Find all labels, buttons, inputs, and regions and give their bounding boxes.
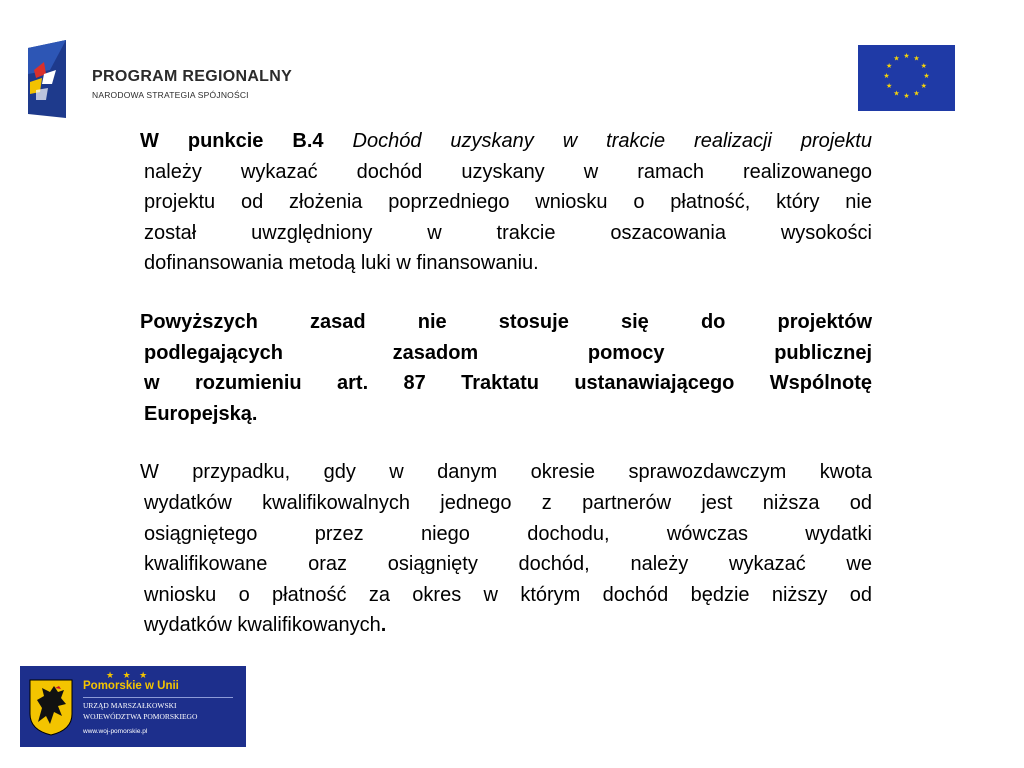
text-fragment: wydatków kwalifikowanych xyxy=(144,614,381,637)
text-line: został uwzględniony w trakcie oszacowania wysokości xyxy=(144,221,872,244)
svg-text:★: ★ xyxy=(913,54,920,63)
paragraph-partner-income xyxy=(120,457,872,641)
text-line: wniosku o płatność za okres w którym dochód będzie niższy od xyxy=(144,583,872,606)
svg-text:★: ★ xyxy=(886,82,893,90)
program-regionalny-logo xyxy=(22,40,332,122)
paragraph-b4 xyxy=(120,126,872,279)
svg-text:★: ★ xyxy=(886,62,893,70)
paragraph-exception xyxy=(120,307,872,429)
website-url: www.woj-pomorskie.pl xyxy=(83,728,148,735)
svg-text:★: ★ xyxy=(893,54,900,63)
text-line: dofinansowania metodą luki w finansowaniu. xyxy=(144,252,539,275)
text-line: należy wykazać dochód uzyskany w ramach realizowanego xyxy=(144,160,872,183)
program-subtitle: NARODOWA STRATEGIA SPÓJNOŚCI xyxy=(92,90,249,100)
text-line: wydatków kwalifikowalnych jednego z partnerów jest niższa od xyxy=(144,491,872,514)
svg-text:★: ★ xyxy=(920,62,927,70)
svg-text:★: ★ xyxy=(903,52,910,60)
svg-text:★: ★ xyxy=(923,72,930,80)
divider xyxy=(83,697,233,698)
eu-flag-icon xyxy=(858,45,955,111)
text-line: Europejską. xyxy=(144,402,258,425)
svg-text:★: ★ xyxy=(883,72,890,80)
text-line: osiągniętego przez niego dochodu, wówczas wydatki xyxy=(144,522,872,545)
svg-text:★: ★ xyxy=(893,89,900,98)
text-line: projektu od złożenia poprzedniego wniosku o płatność, który nie xyxy=(144,191,872,214)
text-line xyxy=(120,610,872,641)
office-name-line2: WOJEWÓDZTWA POMORSKIEGO xyxy=(83,712,198,721)
pomorskie-logo xyxy=(20,666,246,747)
nss-flag-graphic-icon xyxy=(22,40,74,120)
text-line xyxy=(120,126,872,157)
svg-text:★: ★ xyxy=(920,82,927,90)
section-reference: W punkcie B.4 xyxy=(140,130,353,152)
text-line: kwalifikowane oraz osiągnięty dochód, należy wykazać we xyxy=(144,553,872,576)
stars-icon: ★ ★ ★ xyxy=(106,670,151,680)
text-line: podlegających zasadom pomocy publicznej xyxy=(144,341,872,364)
text-line: w rozumieniu art. 87 Traktatu ustanawiającego Wspólnotę xyxy=(144,372,872,395)
griffin-crest-icon xyxy=(28,678,74,736)
text-line: W przypadku, gdy w danym okresie sprawozdawczym kwota xyxy=(140,461,872,484)
section-title: Dochód uzyskany w trakcie realizacji projektu xyxy=(352,130,872,152)
svg-text:★: ★ xyxy=(913,89,920,98)
text-line: Powyższych zasad nie stosuje się do projektów xyxy=(140,310,872,333)
svg-text:★: ★ xyxy=(903,92,910,100)
pomorskie-title: Pomorskie w Unii xyxy=(83,680,179,692)
document-body xyxy=(120,126,872,669)
program-title: PROGRAM REGIONALNY xyxy=(92,68,293,85)
office-name-line1: URZĄD MARSZAŁKOWSKI xyxy=(83,701,177,710)
final-period: . xyxy=(380,614,387,637)
